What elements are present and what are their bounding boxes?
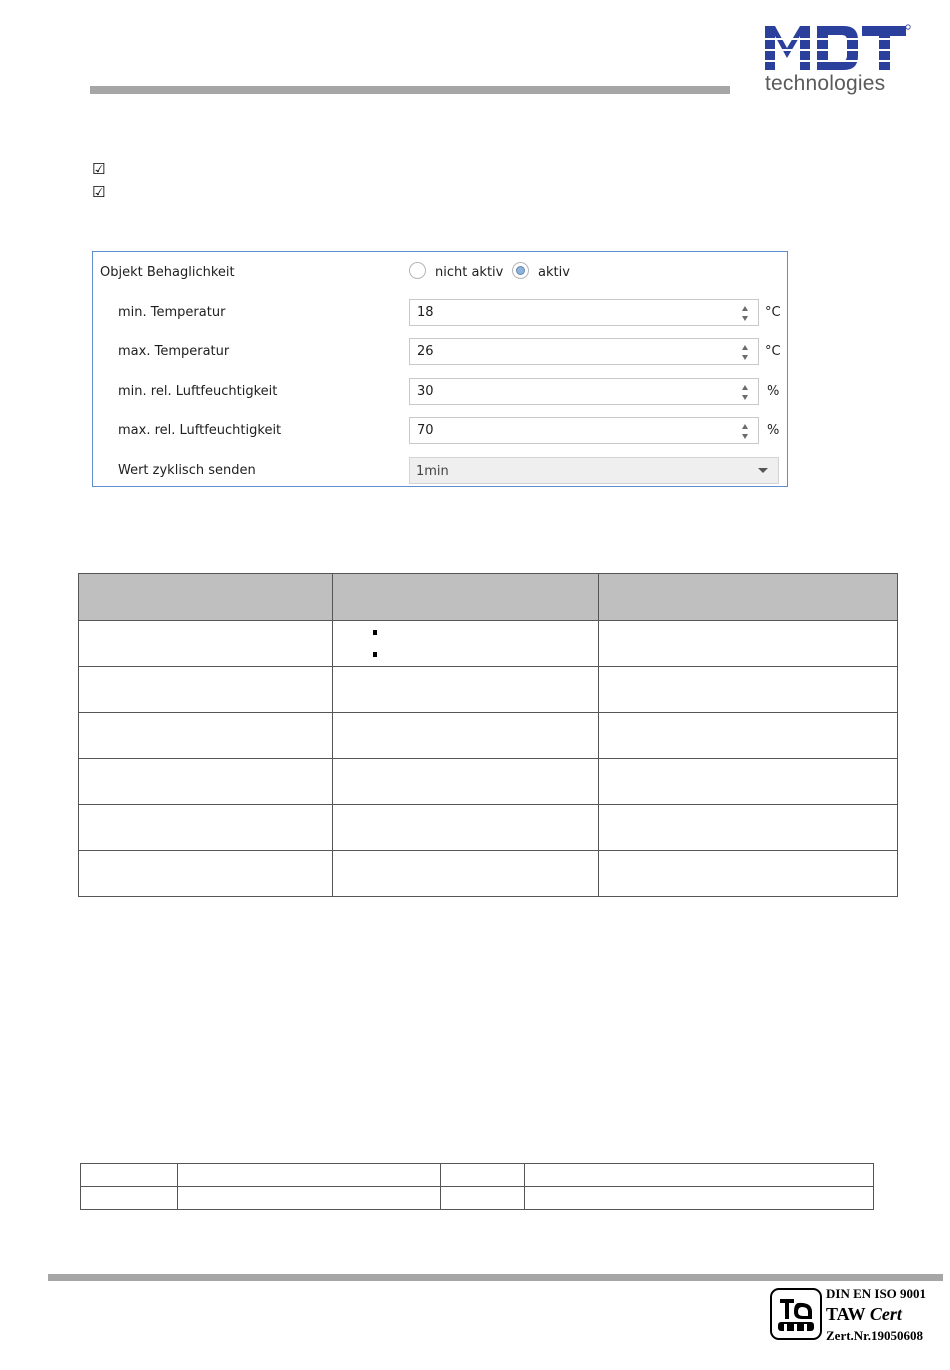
spin-value: 30: [417, 384, 434, 399]
table-cell: [599, 713, 898, 759]
parameter-table: [78, 573, 898, 897]
table-cell: [599, 759, 898, 805]
spin-up-icon[interactable]: [742, 345, 748, 350]
table-cell: [599, 851, 898, 897]
table-cell: [81, 1187, 178, 1210]
table-cell: [81, 1164, 178, 1187]
unit-label: °C: [765, 344, 781, 359]
unit-label: °C: [765, 305, 781, 320]
radio-label-nicht-aktiv: nicht aktiv: [435, 265, 504, 280]
spin-down-icon[interactable]: [742, 355, 748, 360]
param-label-max-luftfeuchtigkeit: max. rel. Luftfeuchtigkeit: [118, 423, 282, 438]
radio-aktiv[interactable]: [512, 262, 529, 279]
table-cell: [79, 805, 333, 851]
spin-up-icon[interactable]: [742, 385, 748, 390]
zyklisch-senden-dropdown[interactable]: [409, 457, 779, 484]
table-cell: [441, 1187, 525, 1210]
spin-down-icon[interactable]: [742, 434, 748, 439]
cert-taw: TAW: [826, 1304, 866, 1324]
table-header-row: [79, 574, 898, 621]
table-cell: [178, 1187, 441, 1210]
parameter-panel: [92, 251, 788, 487]
table-cell: [333, 851, 599, 897]
table-cell: [333, 667, 599, 713]
table-cell: [525, 1164, 874, 1187]
max-temperatur-input[interactable]: [409, 338, 759, 365]
table-cell: [441, 1164, 525, 1187]
cert-line-3: Zert.Nr.19050608: [826, 1328, 924, 1343]
spin-value: 26: [417, 344, 434, 359]
cert-seal-icon: [772, 1290, 820, 1338]
param-label-min-temperatur: min. Temperatur: [118, 305, 226, 320]
table-header-cell: [599, 574, 898, 621]
bullet-list: [333, 622, 598, 666]
list-item: [373, 622, 598, 644]
table-row: [81, 1187, 874, 1210]
logo-wordmark: technologies: [765, 72, 886, 95]
table-cell: [333, 713, 599, 759]
list-item: [373, 644, 598, 666]
param-label-zyklisch: Wert zyklisch senden: [118, 463, 256, 478]
table-cell: [178, 1164, 441, 1187]
table-row: [79, 851, 898, 897]
radio-label-aktiv: aktiv: [538, 265, 570, 280]
table-cell: [525, 1187, 874, 1210]
dropdown-value: 1min: [416, 464, 449, 479]
table-cell: [599, 621, 898, 667]
table-cell: [79, 621, 333, 667]
checkbox-icon: ☑: [92, 160, 106, 178]
min-luftfeuchtigkeit-input[interactable]: [409, 378, 759, 405]
cert-cert: Cert: [869, 1304, 902, 1324]
table-cell: [333, 759, 599, 805]
object-label: Objekt Behaglichkeit: [100, 265, 235, 280]
radio-nicht-aktiv[interactable]: [409, 262, 426, 279]
header-rule: [90, 86, 730, 94]
unit-label: %: [767, 384, 780, 399]
table-header-cell: [333, 574, 599, 621]
table-row: [79, 621, 898, 667]
max-luftfeuchtigkeit-input[interactable]: [409, 417, 759, 444]
spin-down-icon[interactable]: [742, 395, 748, 400]
table-cell: [79, 851, 333, 897]
table-row: [79, 759, 898, 805]
table-cell: [599, 667, 898, 713]
param-label-max-temperatur: max. Temperatur: [118, 344, 230, 359]
table-cell: [79, 713, 333, 759]
table-row: [79, 713, 898, 759]
spin-value: 70: [417, 423, 434, 438]
footer-rule: [48, 1274, 943, 1281]
table-header-cell: [79, 574, 333, 621]
cert-line-2: [826, 1304, 902, 1325]
table-cell: [79, 667, 333, 713]
unit-label: %: [767, 423, 780, 438]
spin-up-icon[interactable]: [742, 306, 748, 311]
cert-line-1: DIN EN ISO 9001: [826, 1286, 927, 1301]
table-row: [79, 805, 898, 851]
taw-cert-logo: [770, 1288, 822, 1340]
table-cell: [333, 805, 599, 851]
min-temperatur-input[interactable]: [409, 299, 759, 326]
table-cell: [79, 759, 333, 805]
spin-down-icon[interactable]: [742, 316, 748, 321]
table-row: [79, 667, 898, 713]
table-cell: [599, 805, 898, 851]
spin-up-icon[interactable]: [742, 424, 748, 429]
param-label-min-luftfeuchtigkeit: min. rel. Luftfeuchtigkeit: [118, 384, 278, 399]
object-table: [80, 1163, 874, 1210]
table-row: [81, 1164, 874, 1187]
checkbox-icon: ☑: [92, 183, 106, 201]
chevron-down-icon: [758, 468, 768, 473]
table-cell: [333, 621, 599, 667]
spin-value: 18: [417, 305, 434, 320]
